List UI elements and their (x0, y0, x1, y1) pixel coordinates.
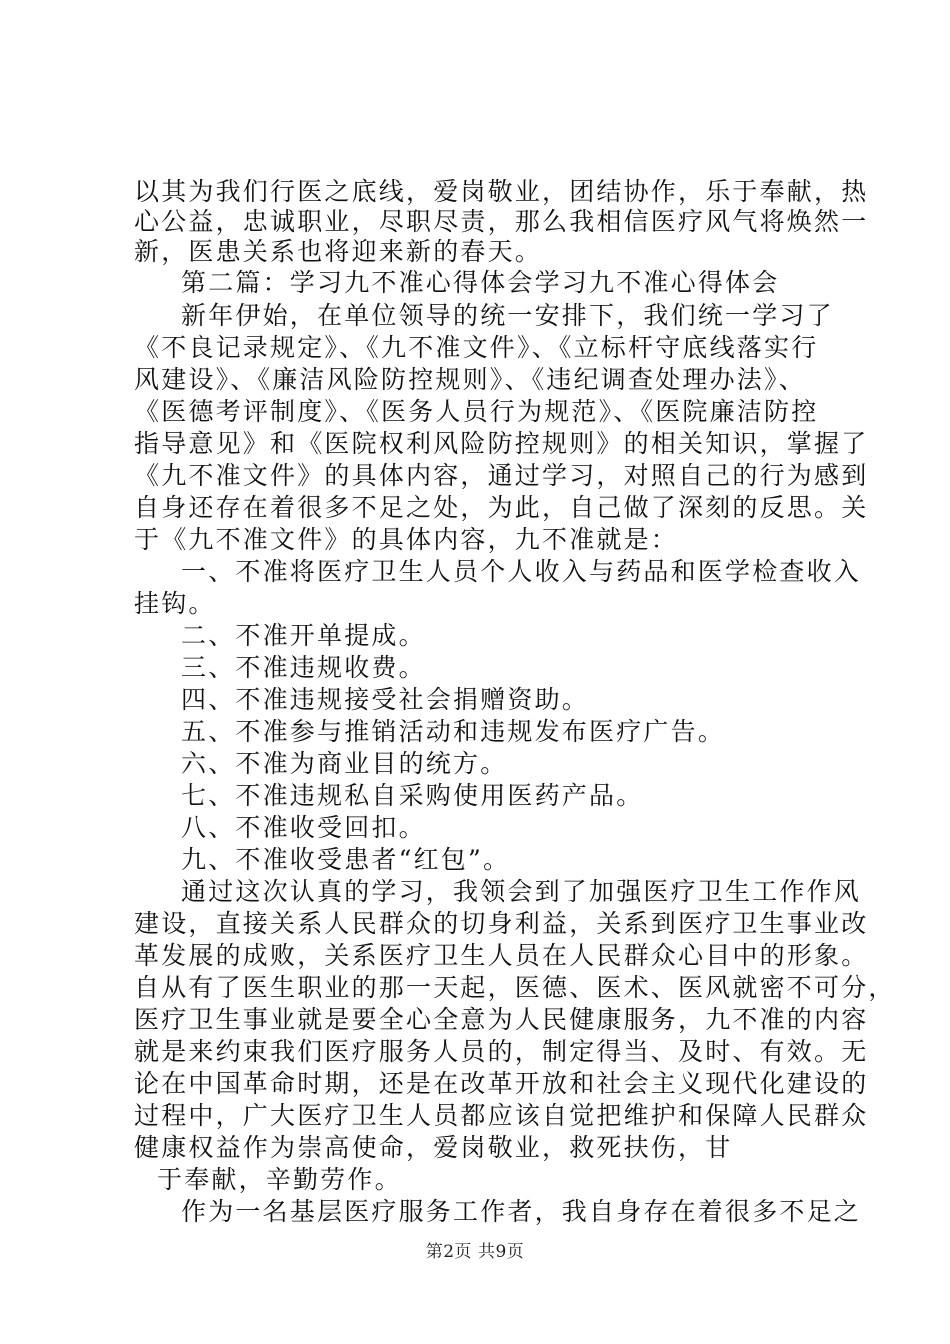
section-title: 第二篇：学习九不准心得体会学习九不准心得体会 (181, 268, 780, 297)
text-line: 就是来约束我们医疗服务人员的，制定得当、及时、有效。无 (134, 1037, 869, 1066)
text-line: 《九不准文件》的具体内容，通过学习，对照自己的行为感到 (134, 461, 869, 490)
list-item: 六、不准为商业目的统方。 (181, 749, 508, 778)
text-line: 新年伊始，在单位领导的统一安排下，我们统一学习了 (181, 301, 834, 330)
text-line: 于《九不准文件》的具体内容，九不准就是： (134, 525, 679, 554)
text-line: 《不良记录规定》、《九不准文件》、《立标杆守底线落实行 (134, 333, 819, 362)
text-line: 论在中国革命时期，还是在改革开放和社会主义现代化建设的 (134, 1069, 869, 1098)
text-line: 挂钩。 (134, 589, 216, 618)
list-item: 八、不准收受回扣。 (181, 813, 426, 842)
text-line: 过程中，广大医疗卫生人员都应该自觉把维护和保障人民群众 (134, 1101, 869, 1130)
list-item: 三、不准违规收费。 (181, 653, 426, 682)
list-item: 四、不准违规接受社会捐赠资助。 (181, 685, 590, 714)
text-line: 新，医患关系也将迎来新的春天。 (134, 237, 543, 266)
list-item: 一、不准将医疗卫生人员个人收入与药品和医学检查收入 (181, 557, 862, 586)
text-line: 建设，直接关系人民群众的切身利益，关系到医疗卫生事业改 (134, 909, 869, 938)
text-line: 《医德考评制度》、《医务人员行为规范》、《医院廉洁防控 (134, 397, 819, 426)
page-footer: 第2页 共9页 (425, 1242, 525, 1262)
text-line: 医疗卫生事业就是要全心全意为人民健康服务，九不准的内容 (134, 1005, 869, 1034)
text-line: 革发展的成败，关系医疗卫生人员在人民群众心目中的形象。 (134, 941, 869, 970)
text-line: 通过这次认真的学习，我领会到了加强医疗卫生工作作风 (181, 877, 862, 906)
list-item: 九、不准收受患者“红包”。 (181, 845, 511, 874)
text-line: 健康权益作为崇高使命，爱岗敬业，救死扶伤，甘 (134, 1133, 733, 1162)
text-line: 自从有了医生职业的那一天起，医德、医术、医风就密不可分， (134, 973, 896, 1002)
list-item: 七、不准违规私自采购使用医药产品。 (181, 781, 644, 810)
list-item: 二、不准开单提成。 (181, 621, 426, 650)
text-line: 于奉献，辛勤劳作。 (157, 1165, 402, 1194)
text-line: 指导意见》和《医院权利风险防控规则》的相关知识，掌握了 (134, 429, 869, 458)
list-item: 五、不准参与推销活动和违规发布医疗广告。 (181, 717, 726, 746)
text-line: 作为一名基层医疗服务工作者，我自身存在着很多不足之 (181, 1197, 862, 1226)
text-line: 自身还存在着很多不足之处，为此，自己做了深刻的反思。关 (134, 493, 869, 522)
text-line: 以其为我们行医之底线，爱岗敬业，团结协作，乐于奉献，热 (134, 177, 869, 206)
text-line: 心公益，忠诚职业，尽职尽责，那么我相信医疗风气将焕然一 (134, 207, 869, 236)
text-line: 风建设》、《廉洁风险防控规则》、《违纪调查处理办法》、 (134, 365, 806, 394)
